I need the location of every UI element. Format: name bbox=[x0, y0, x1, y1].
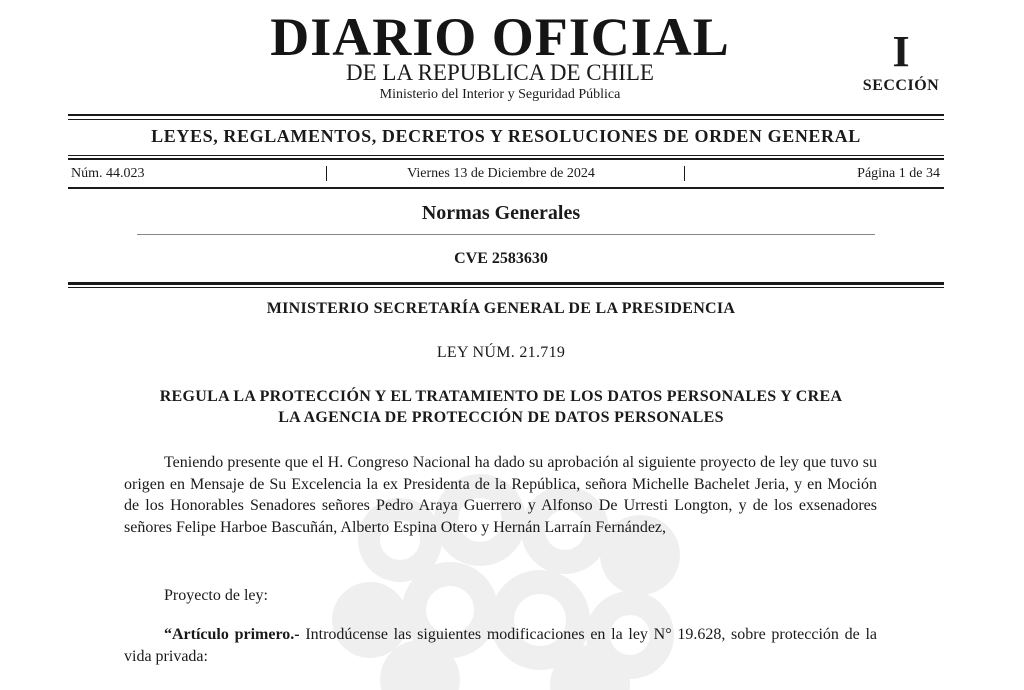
divider bbox=[68, 119, 944, 120]
article-label: “Artículo primero.- bbox=[164, 626, 300, 643]
divider bbox=[68, 158, 944, 160]
issue-number: Núm. 44.023 bbox=[71, 166, 145, 181]
article-text: Introdúcense las siguientes modificaciones en la ley N° 19.628, sobre protección de la vida privada: bbox=[124, 626, 877, 665]
masthead-ministry: Ministerio del Interior y Seguridad Pública bbox=[379, 87, 621, 102]
divider bbox=[137, 234, 875, 235]
divider bbox=[68, 114, 944, 116]
divider bbox=[68, 287, 944, 288]
section-heading: Normas Generales bbox=[421, 202, 581, 224]
band-title: LEYES, REGLAMENTOS, DECRETOS Y RESOLUCIONES DE ORDEN GENERAL bbox=[151, 126, 861, 146]
divider bbox=[68, 282, 944, 285]
law-title-line: LA AGENCIA DE PROTECCIÓN DE DATOS PERSONALES bbox=[278, 409, 724, 426]
masthead-title: DIARIO OFICIAL bbox=[270, 7, 730, 67]
preamble-paragraph: Teniendo presente que el H. Congreso Nacional ha dado su aprobación al siguiente proyecto de ley que tuvo su origen en Mensaje de Su Excelencia la ex Presidenta de la República, señora Michelle Bachelet Jeria, y en Moción de los Honorables Senadores señores Pedro Araya Guerrero y Alfonso De Urresti Longton, y de los exsenadores señores Felipe Harboe Bascuñán, Alberto Espina Otero y Hernán Larraín Fernández, bbox=[124, 454, 877, 536]
issue-meta-row bbox=[68, 164, 944, 184]
section-label: SECCIÓN bbox=[862, 77, 940, 94]
issue-date: Viernes 13 de Diciembre de 2024 bbox=[407, 166, 595, 181]
page-indicator: Página 1 de 34 bbox=[857, 166, 940, 181]
divider bbox=[68, 155, 944, 156]
law-number: LEY NÚM. 21.719 bbox=[436, 344, 566, 361]
masthead-subtitle: DE LA REPUBLICA DE CHILE bbox=[346, 60, 654, 85]
divider bbox=[684, 166, 685, 181]
law-title bbox=[110, 386, 892, 428]
law-title-line: REGULA LA PROTECCIÓN Y EL TRATAMIENTO DE LOS DATOS PERSONALES Y CREA bbox=[159, 388, 843, 405]
section-number: I bbox=[892, 27, 910, 76]
cve-code: CVE 2583630 bbox=[454, 250, 548, 267]
bill-label: Proyecto de ley: bbox=[164, 587, 268, 604]
ministry-heading: MINISTERIO SECRETARÍA GENERAL DE LA PRESIDENCIA bbox=[266, 300, 736, 317]
divider bbox=[68, 187, 944, 189]
article-paragraph bbox=[124, 624, 877, 667]
